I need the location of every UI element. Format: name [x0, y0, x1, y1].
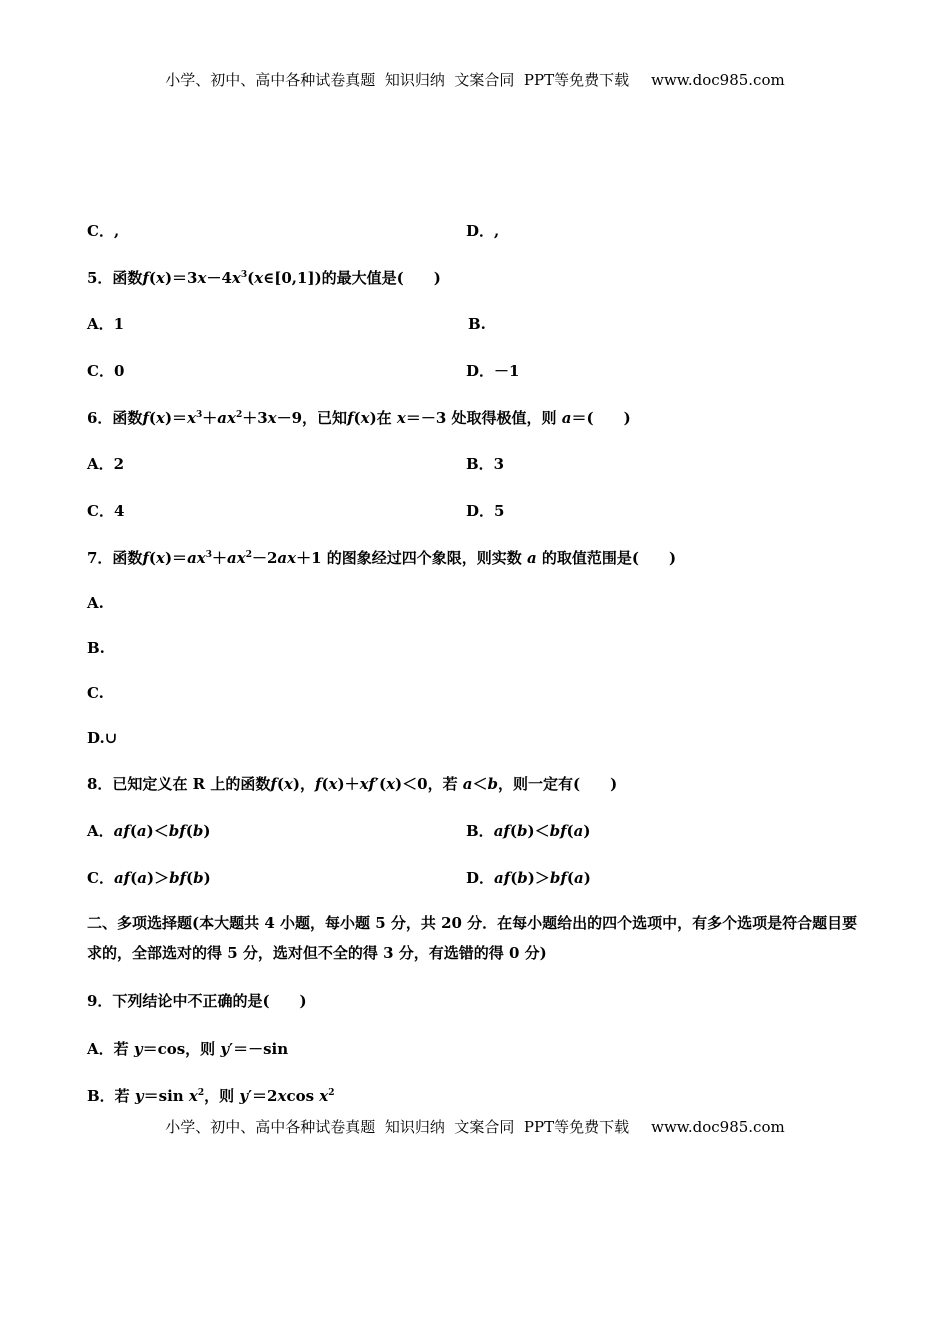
q5-option-c: C．0	[87, 362, 125, 380]
q6-option-c: C．4	[87, 502, 125, 520]
q6-option-d: D．5	[466, 502, 505, 520]
section-2-heading: 二、多项选择题(本大题共 4 小题，每小题 5 分，共 20 分．在每小题给出的四个选项中，有多个选项是符合题目要求的，全部选对的得 5 分，选对但不全的得 3 分，有选错的得 0 分)	[87, 914, 858, 962]
header-text: 小学、初中、高中各种试卷真题 知识归纳 文案合同 PPT等免费下载	[165, 71, 630, 89]
q4-option-d: D．,	[466, 222, 500, 240]
q7-stem: 7．函数$f(x)=ax^3+ax^2-2ax+1$ 的图象经过四个象限，则实数 a 的取值范围是( )	[87, 549, 677, 567]
footer-url[interactable]: www.doc985.com	[651, 1118, 785, 1136]
q5-stem: 5．函数$f(x)=3x-4x^3(x\in[0,1])$的最大值是( )	[87, 269, 441, 287]
q5-option-b: B.	[468, 315, 486, 333]
q5-option-d: D．－1	[466, 362, 520, 380]
q8-option-a: A．af(a)＜bf(b)	[87, 822, 211, 840]
footer-text: 小学、初中、高中各种试卷真题 知识归纳 文案合同 PPT等免费下载	[165, 1118, 630, 1136]
q6-stem: 6．函数$f(x)=x^3+ax^2+3x-9$，已知f(x)在 x＝－3 处取得极值，则 a＝( )	[87, 409, 631, 427]
q7-option-c: C.	[87, 684, 104, 702]
q4-option-c: C．,	[87, 222, 120, 240]
q5-option-a: A．1	[87, 315, 125, 333]
header-url[interactable]: www.doc985.com	[651, 71, 785, 89]
q8-option-c: C．af(a)＞bf(b)	[87, 869, 211, 887]
q7-option-b: B.	[87, 639, 105, 657]
q8-option-d: D．af(b)＞bf(a)	[466, 869, 591, 887]
q9-option-a: A．若 y＝cos，则 y′＝－sin	[87, 1040, 289, 1058]
q9-option-b: B．若 y＝sin $x^2$，则 y′＝2xcos $x^2$	[87, 1087, 335, 1105]
page-header	[0, 69, 950, 90]
q9-stem: 9．下列结论中不正确的是( )	[87, 992, 307, 1010]
q7-option-d: D.∪	[87, 729, 118, 747]
page-footer	[0, 1116, 950, 1137]
q8-option-b: B．af(b)＜bf(a)	[466, 822, 591, 840]
q6-option-b: B．3	[466, 455, 505, 473]
q8-stem: 8．已知定义在 R 上的函数f(x)，f(x)＋xf′(x)＜0，若 a＜b，则一定有( )	[87, 775, 618, 793]
q6-option-a: A．2	[87, 455, 125, 473]
q7-option-a: A.	[87, 594, 104, 612]
